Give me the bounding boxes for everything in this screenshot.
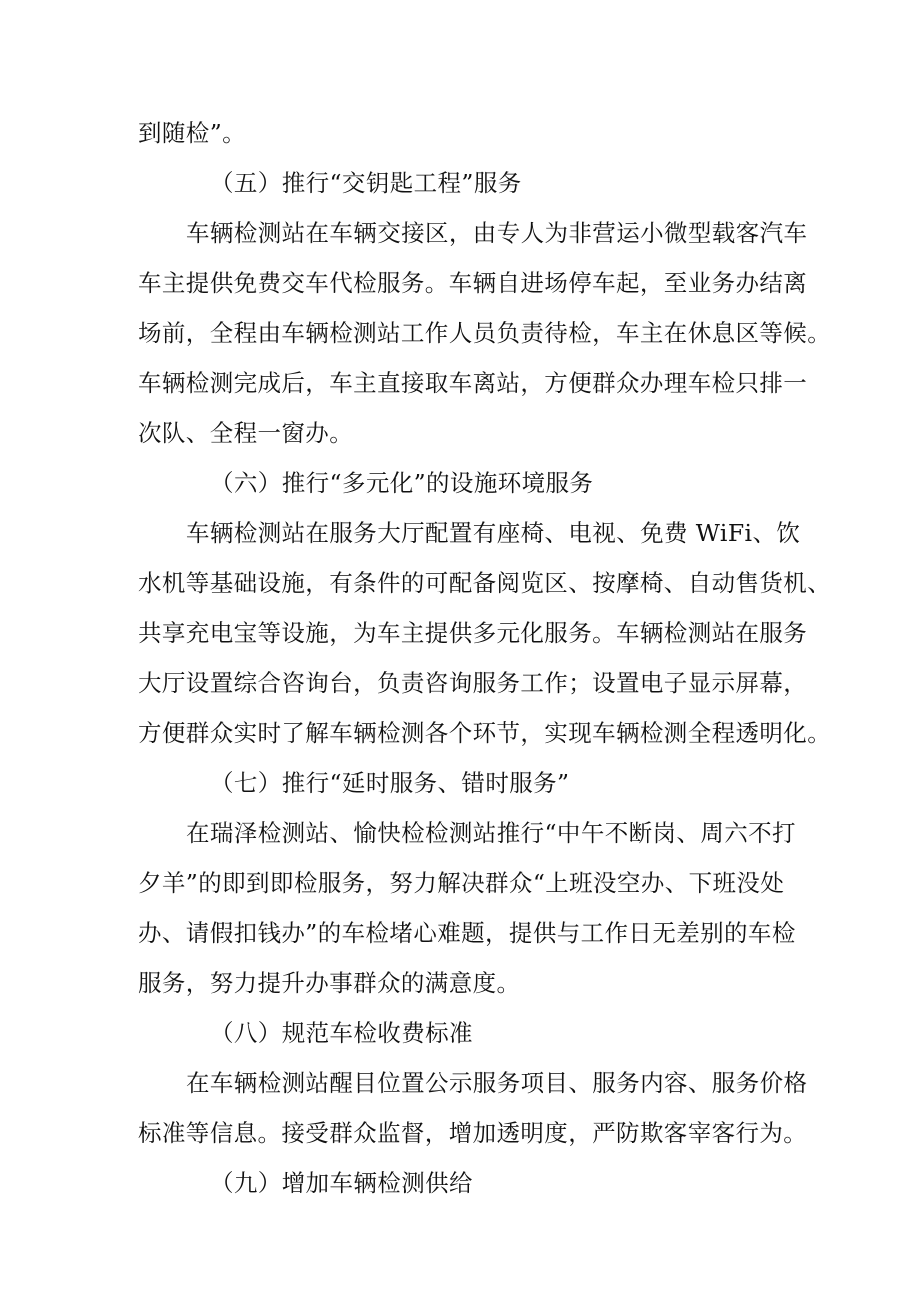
- paragraph-line: 水机等基础设施，有条件的可配备阅览区、按摩椅、自动售货机、: [138, 569, 832, 597]
- section-heading-6: （六）推行“多元化”的设施环境服务: [210, 469, 594, 497]
- paragraph-line: 车辆检测站在服务大厅配置有座椅、电视、免费 WiFi、饮: [186, 519, 801, 547]
- paragraph-line: 共享充电宝等设施，为车主提供多元化服务。车辆检测站在服务: [138, 619, 808, 647]
- paragraph-line: 在瑞泽检测站、愉快检检测站推行“中午不断岗、周六不打: [186, 819, 796, 847]
- paragraph-line: 方便群众实时了解车辆检测各个环节，实现车辆检测全程透明化。: [138, 719, 832, 747]
- paragraph-line: 车辆检测完成后，车主直接取车离站，方便群众办理车检只排一: [138, 369, 808, 397]
- section-heading-8: （八）规范车检收费标准: [210, 1019, 473, 1047]
- paragraph-line: 夕羊”的即到即检服务，努力解决群众“上班没空办、下班没处: [138, 869, 785, 897]
- paragraph-line: 场前，全程由车辆检测站工作人员负责待检，车主在休息区等候。: [138, 319, 832, 347]
- paragraph-line: 服务，努力提升办事群众的满意度。: [138, 969, 521, 997]
- paragraph-line: 车辆检测站在车辆交接区，由专人为非营运小微型载客汽车: [186, 219, 808, 247]
- paragraph-line: 大厅设置综合咨询台，负责咨询服务工作；设置电子显示屏幕，: [138, 669, 808, 697]
- paragraph-line: 办、请假扣钱办”的车检堵心难题，提供与工作日无差别的车检: [138, 919, 796, 947]
- section-heading-7: （七）推行“延时服务、错时服务”: [210, 769, 570, 797]
- paragraph-line: 次队、全程一窗办。: [138, 419, 354, 447]
- paragraph-line: 在车辆检测站醒目位置公示服务项目、服务内容、服务价格: [186, 1069, 808, 1097]
- section-heading-5: （五）推行“交钥匙工程”服务: [210, 169, 522, 197]
- section-heading-9: （九）增加车辆检测供给: [210, 1169, 473, 1197]
- paragraph-line: 标准等信息。接受群众监督，增加透明度，严防欺客宰客行为。: [138, 1119, 808, 1147]
- paragraph-line: 车主提供免费交车代检服务。车辆自进场停车起，至业务办结离: [138, 269, 808, 297]
- paragraph-line: 到随检”。: [138, 119, 247, 147]
